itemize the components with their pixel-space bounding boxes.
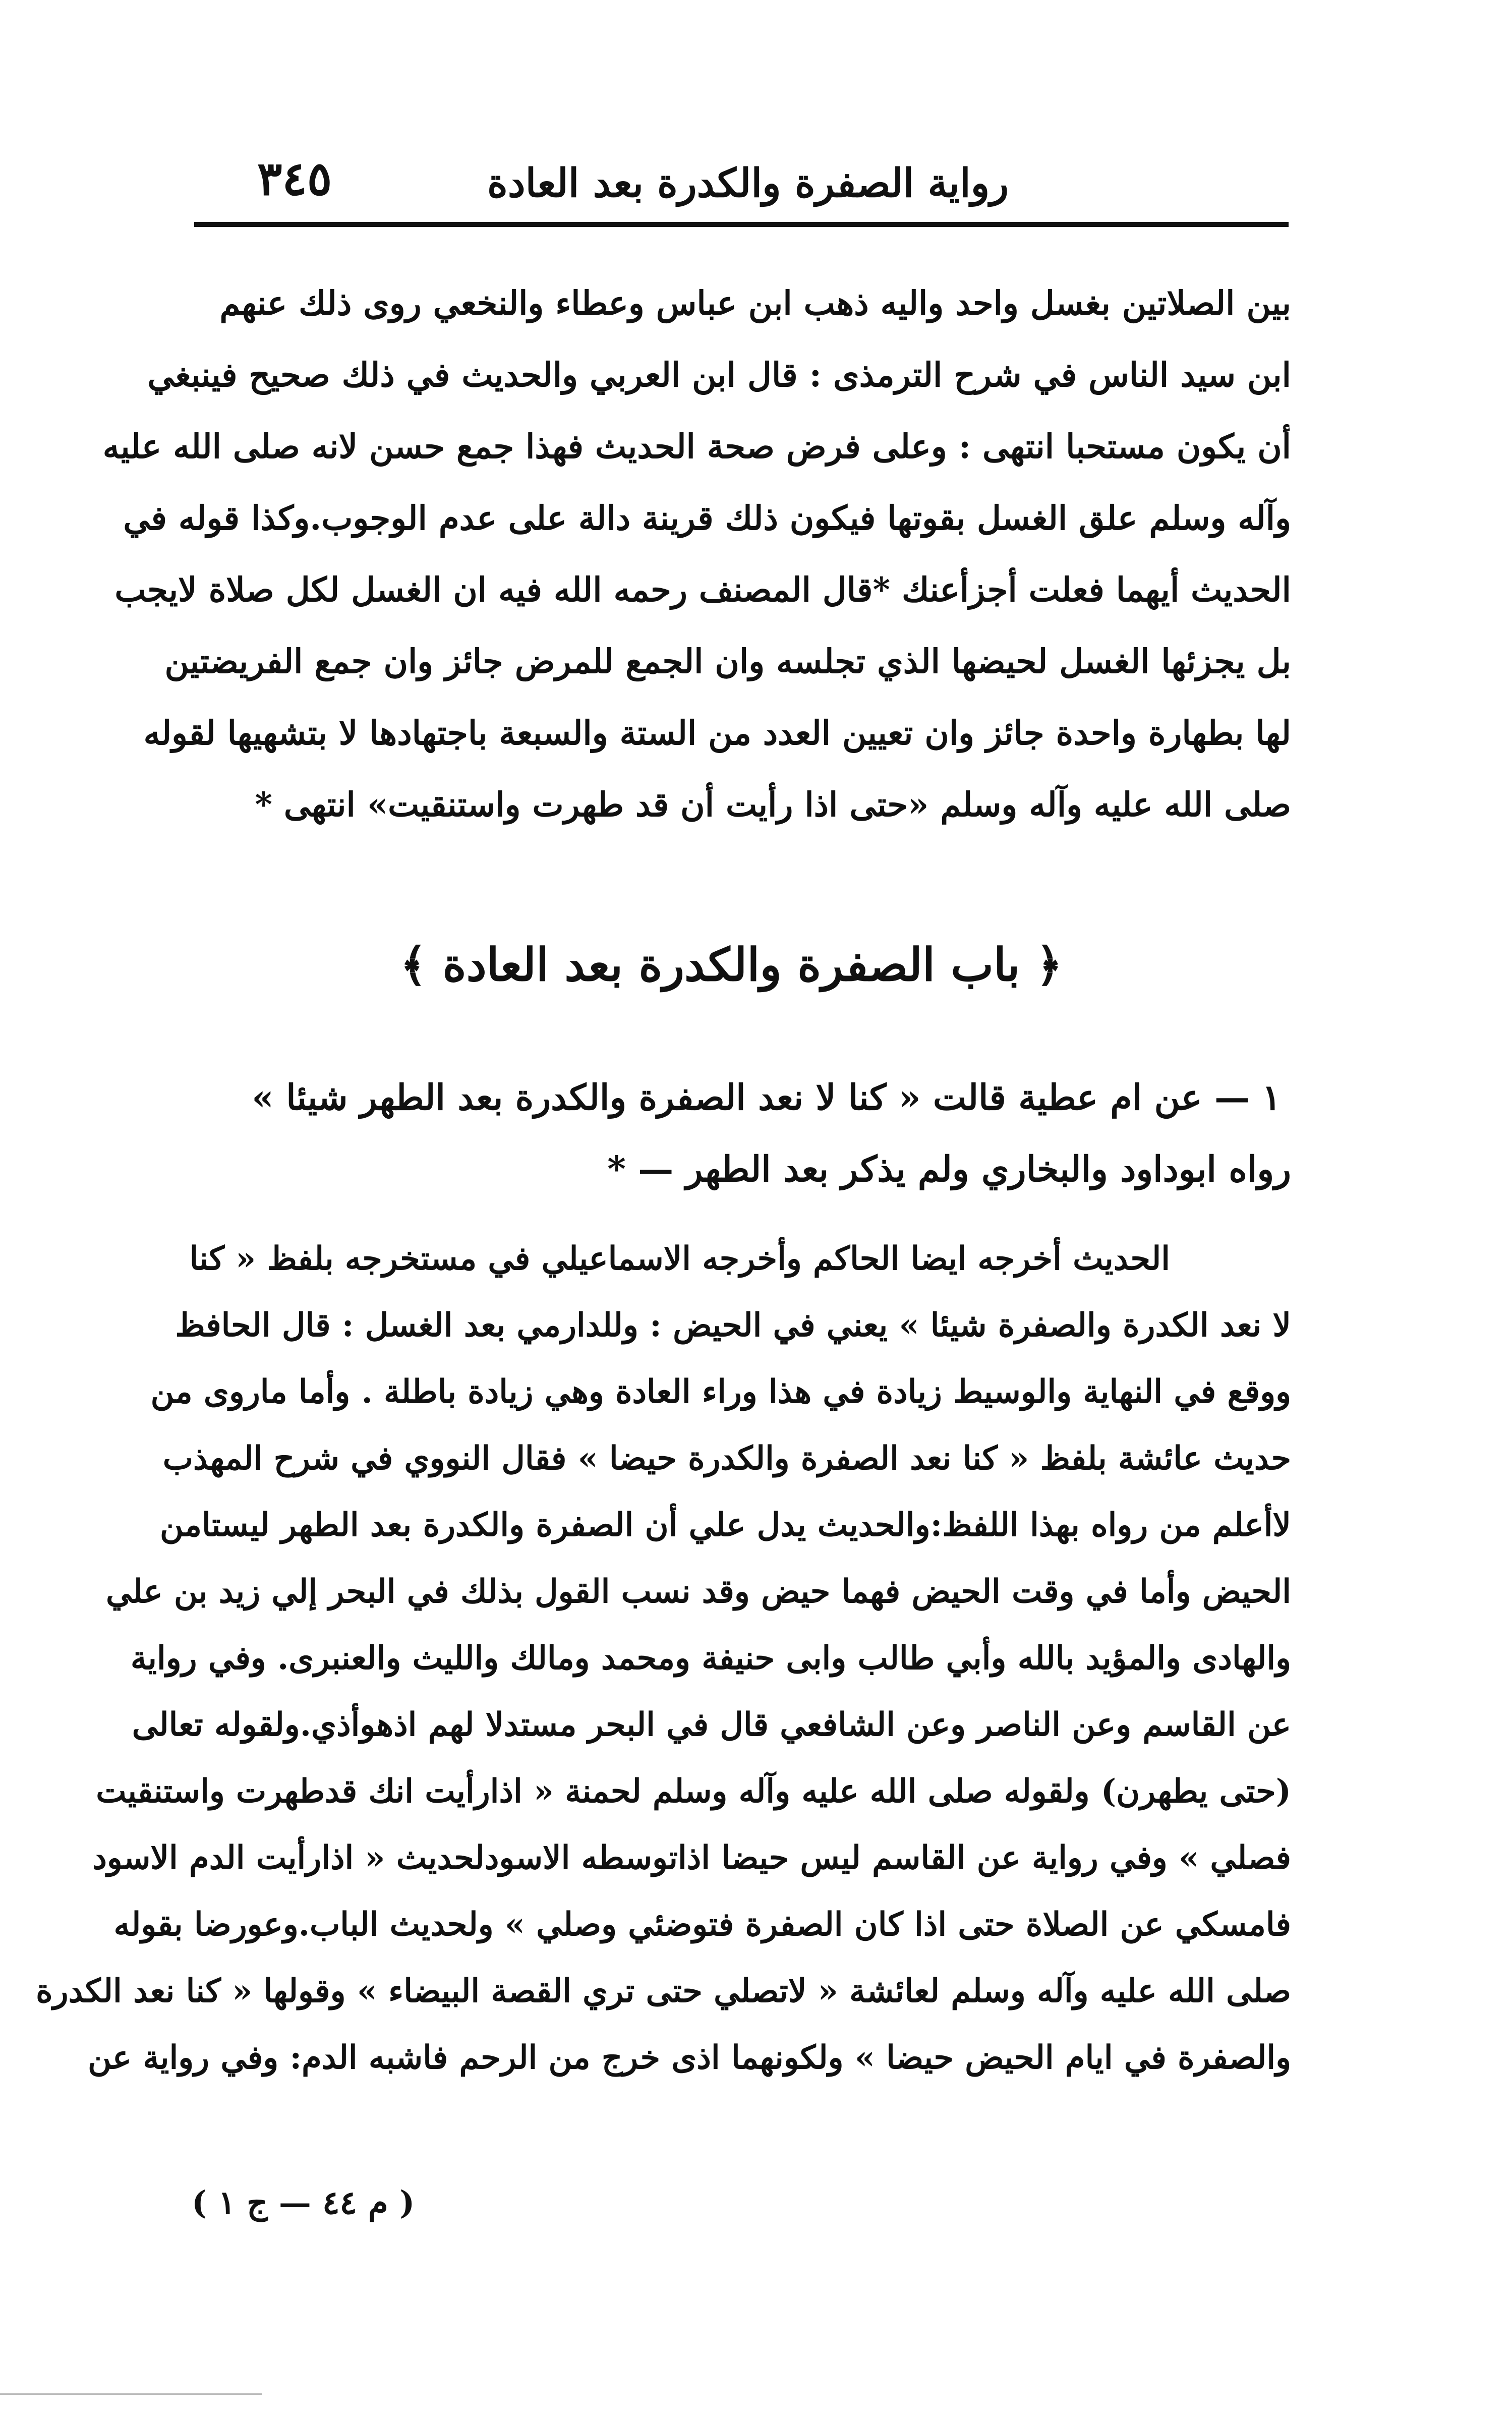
text-line: صلى الله عليه وآله وسلم «حتى اذا رأيت أن قد طهرت واستنقيت» انتهى *	[255, 785, 1291, 824]
text-line: فصلي » وفي رواية عن القاسم ليس حيضا اذاتوسطه الاسودلحديث « اذارأيت الدم الاسود	[92, 1839, 1291, 1877]
text-line: فامسكي عن الصلاة حتى اذا كان الصفرة فتوضئي وصلي » ولحديث الباب.وعورضا بقوله	[113, 1906, 1291, 1943]
continued-commentary	[102, 267, 1291, 840]
text-line: الحديث أخرجه ايضا الحاكم وأخرجه الاسماعيلي في مستخرجه بلفظ « كنا	[189, 1240, 1170, 1278]
chapter-title: ﴿ باب الصفرة والكدرة بعد العادة ﴾	[400, 938, 1063, 992]
text-line: لا نعد الكدرة والصفرة شيئا » يعني في الحيض : وللدارمي بعد الغسل : قال الحافظ	[175, 1306, 1291, 1344]
text-line: بل يجزئها الغسل لحيضها الذي تجلسه وان الجمع للمرض جائز وان جمع الفريضتين	[164, 642, 1291, 681]
text-line: (حتى يطهرن) ولقوله صلى الله عليه وآله وسلم لحمنة « اذارأيت انك قدطهرت واستنقيت	[96, 1772, 1291, 1810]
running-title: رواية الصفرة والكدرة بعد العادة	[487, 160, 1009, 206]
page-number: ٣٤٥	[257, 151, 332, 206]
text-line: الحديث أيهما فعلت أجزأعنك *قال المصنف رحمه الله فيه ان الغسل لكل صلاة لايجب	[114, 570, 1291, 609]
commentary	[36, 1226, 1291, 2091]
hadith-line: رواه ابوداود والبخاري ولم يذكر بعد الطهر — *	[607, 1148, 1291, 1190]
text-line: صلى الله عليه وآله وسلم لعائشة « لاتصلي حتى تري القصة البيضاء » وقولها « كنا نعد الكدرة	[36, 1972, 1291, 2010]
text-line: حديث عائشة بلفظ « كنا نعد الصفرة والكدرة حيضا » فقال النووي في شرح المهذب	[162, 1440, 1291, 1477]
text-line: ابن سيد الناس في شرح الترمذى : قال ابن العربي والحديث في ذلك صحيح فينبغي	[147, 355, 1291, 394]
text-line: لها بطهارة واحدة جائز وان تعيين العدد من الستة والسبعة باجتهادها لا بتشهيها لقوله	[143, 713, 1291, 753]
bottom-rule	[0, 2393, 262, 2395]
text-line: ووقع في النهاية والوسيط زيادة في هذا وراء العادة وهي زيادة باطلة . وأما ماروى من	[150, 1373, 1291, 1411]
text-line: والصفرة في ايام الحيض حيضا » ولكونهما اذى خرج من الرحم فاشبه الدم: وفي رواية عن	[88, 2039, 1291, 2077]
page-header	[182, 151, 1291, 217]
hadith-line: ١ — عن ام عطية قالت « كنا لا نعد الصفرة والكدرة بعد الطهر شيئا »	[252, 1076, 1281, 1118]
text-line: بين الصلاتين بغسل واحد واليه ذهب ابن عباس وعطاء والنخعي روى ذلك عنهم	[219, 283, 1291, 323]
signature-mark: ( م ٤٤ — ج ١ )	[192, 2184, 415, 2222]
hadith-text	[171, 1062, 1291, 1205]
text-line: والهادى والمؤيد بالله وأبي طالب وابى حنيفة ومحمد ومالك والليث والعنبرى. وفي رواية	[130, 1639, 1291, 1677]
text-line: لاأعلم من رواه بهذا اللفظ:والحديث يدل علي أن الصفرة والكدرة بعد الطهر ليستامن	[160, 1506, 1291, 1544]
text-line: عن القاسم وعن الناصر وعن الشافعي قال في البحر مستدلا لهم اذهوأذي.ولقوله تعالى	[132, 1706, 1291, 1744]
header-rule	[194, 222, 1289, 227]
text-line: وآله وسلم علق الغسل بقوتها فيكون ذلك قرينة دالة على عدم الوجوب.وكذا قوله في	[123, 498, 1291, 538]
text-line: أن يكون مستحبا انتهى : وعلى فرض صحة الحديث فهذا جمع حسن لانه صلى الله عليه	[102, 427, 1291, 466]
text-line: الحيض وأما في وقت الحيض فهما حيض وقد نسب القول بذلك في البحر إلي زيد بن علي	[106, 1573, 1291, 1611]
